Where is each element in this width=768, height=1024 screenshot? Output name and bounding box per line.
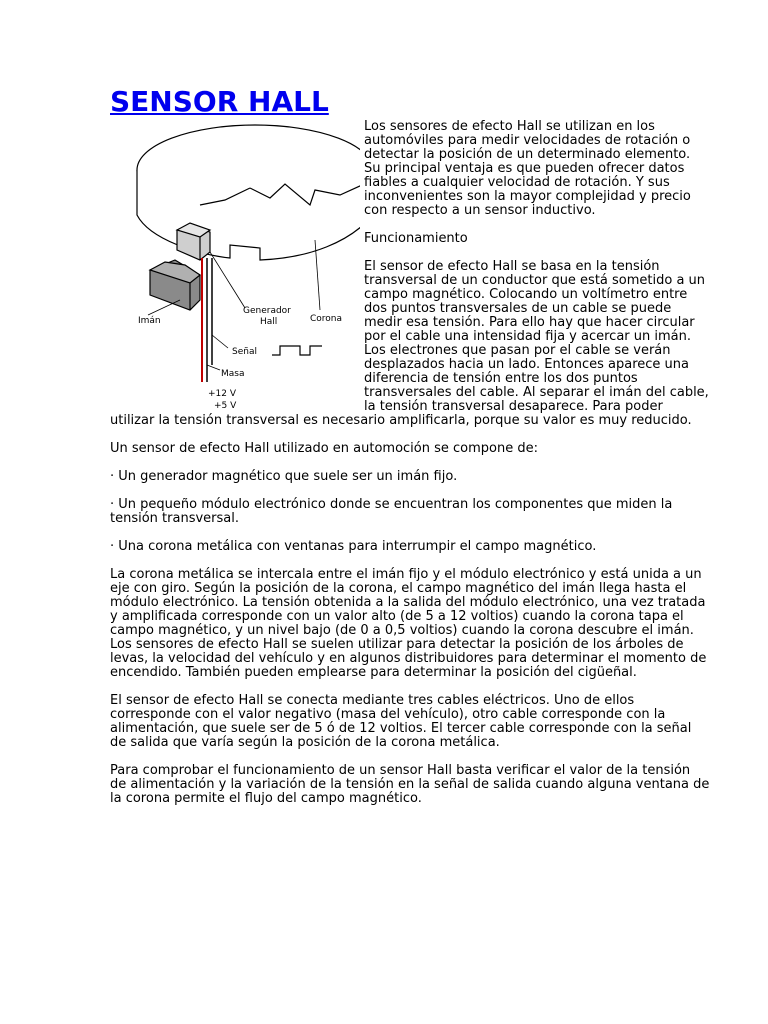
list-item-modulo: · Un pequeño módulo electrónico donde se encuentran los componentes que miden la tensión transversal. bbox=[110, 497, 673, 526]
document-page bbox=[110, 84, 710, 820]
corona-drum bbox=[137, 125, 360, 260]
label-12v: +12 V bbox=[208, 389, 237, 399]
hall-sensor-diagram bbox=[110, 120, 360, 412]
paragraph-comprobar: Para comprobar el funcionamiento de un sensor Hall basta verificar el valor de la tensión de alimentación y la variación de la tensión en la señal de salida cuando alguna ventana de la corona permite el flujo del campo magnético. bbox=[110, 763, 710, 806]
list-item-generador: · Un generador magnético que suele ser un imán fijo. bbox=[110, 469, 458, 484]
label-iman: Imán bbox=[138, 316, 161, 326]
paragraph-corona: La corona metálica se intercala entre el imán fijo y el módulo electrónico y está unida a un eje con giro. Según la posición de la corona, el campo magnético del imán llega hasta el módulo electrónico. La tensión obtenida a la salida del módulo electrónico, una vez tratada y amplificada corresponde con un valor alto (de 5 a 12 voltios) cuando la corona tapa el campo magnético, y un nivel bajo (de 0 a 0,5 voltios) cuando la corona descubre el imán. Los sensores de efecto Hall se suelen utilizar para detectar la posición de los árboles de levas, la velocidad del vehículo y en algunos distribuidores para determinar el momento de encendido. También pueden emplearse para determinar la posición del cigüeñal. bbox=[110, 567, 707, 680]
page-title-link[interactable]: SENSOR HALL bbox=[110, 85, 329, 118]
list-item-corona: · Una corona metálica con ventanas para interrumpir el campo magnético. bbox=[110, 539, 597, 554]
paragraph-cables: El sensor de efecto Hall se conecta mediante tres cables eléctricos. Uno de ellos corresponde con el valor negativo (masa del vehículo), otro cable corresponde con la alimentación, que suele ser de 5 ó de 12 voltios. El tercer cable corresponde con la señal de salida que varía según la posición de la corona metálica. bbox=[110, 693, 692, 750]
hall-generator bbox=[177, 223, 210, 260]
paragraph-intro: Los sensores de efecto Hall se utilizan en los automóviles para medir velocidades de rotación o detectar la posición de un determinado elemento. Su principal ventaja es que pueden ofrecer datos fiables a cualquier velocidad de rotación. Y sus inconvenientes son la mayor complejidad y precio con respecto a un sensor inductivo. bbox=[364, 119, 691, 218]
label-corona: Corona bbox=[310, 314, 343, 324]
label-hall: Hall bbox=[260, 317, 278, 327]
label-masa: Masa bbox=[221, 369, 245, 379]
label-generador: Generador bbox=[243, 306, 291, 316]
paragraph-components-intro: Un sensor de efecto Hall utilizado en automoción se compone de: bbox=[110, 441, 538, 456]
paragraph-funcionamiento: El sensor de efecto Hall se basa en la tensión transversal de un conductor que está sometido a un campo magnético. Colocando un voltímetro entre dos puntos transversales de un cable se puede medir esa tensión. Para ello hay que hacer circular por el cable una intensidad fija y acercar un imán. Los electrones que pasan por el cable se verán desplazados hacia un lado. Entonces aparece una diferencia de tensión entre los dos puntos transversales del cable. Al separar el imán del cable, la tensión transversal desaparece. Para poder utilizar la tensión transversal es necesario amplificarla, porque su valor es muy reducido. bbox=[110, 259, 709, 428]
label-5v: +5 V bbox=[214, 401, 237, 411]
label-senal: Señal bbox=[232, 347, 257, 357]
heading-funcionamiento: Funcionamiento bbox=[364, 231, 468, 246]
